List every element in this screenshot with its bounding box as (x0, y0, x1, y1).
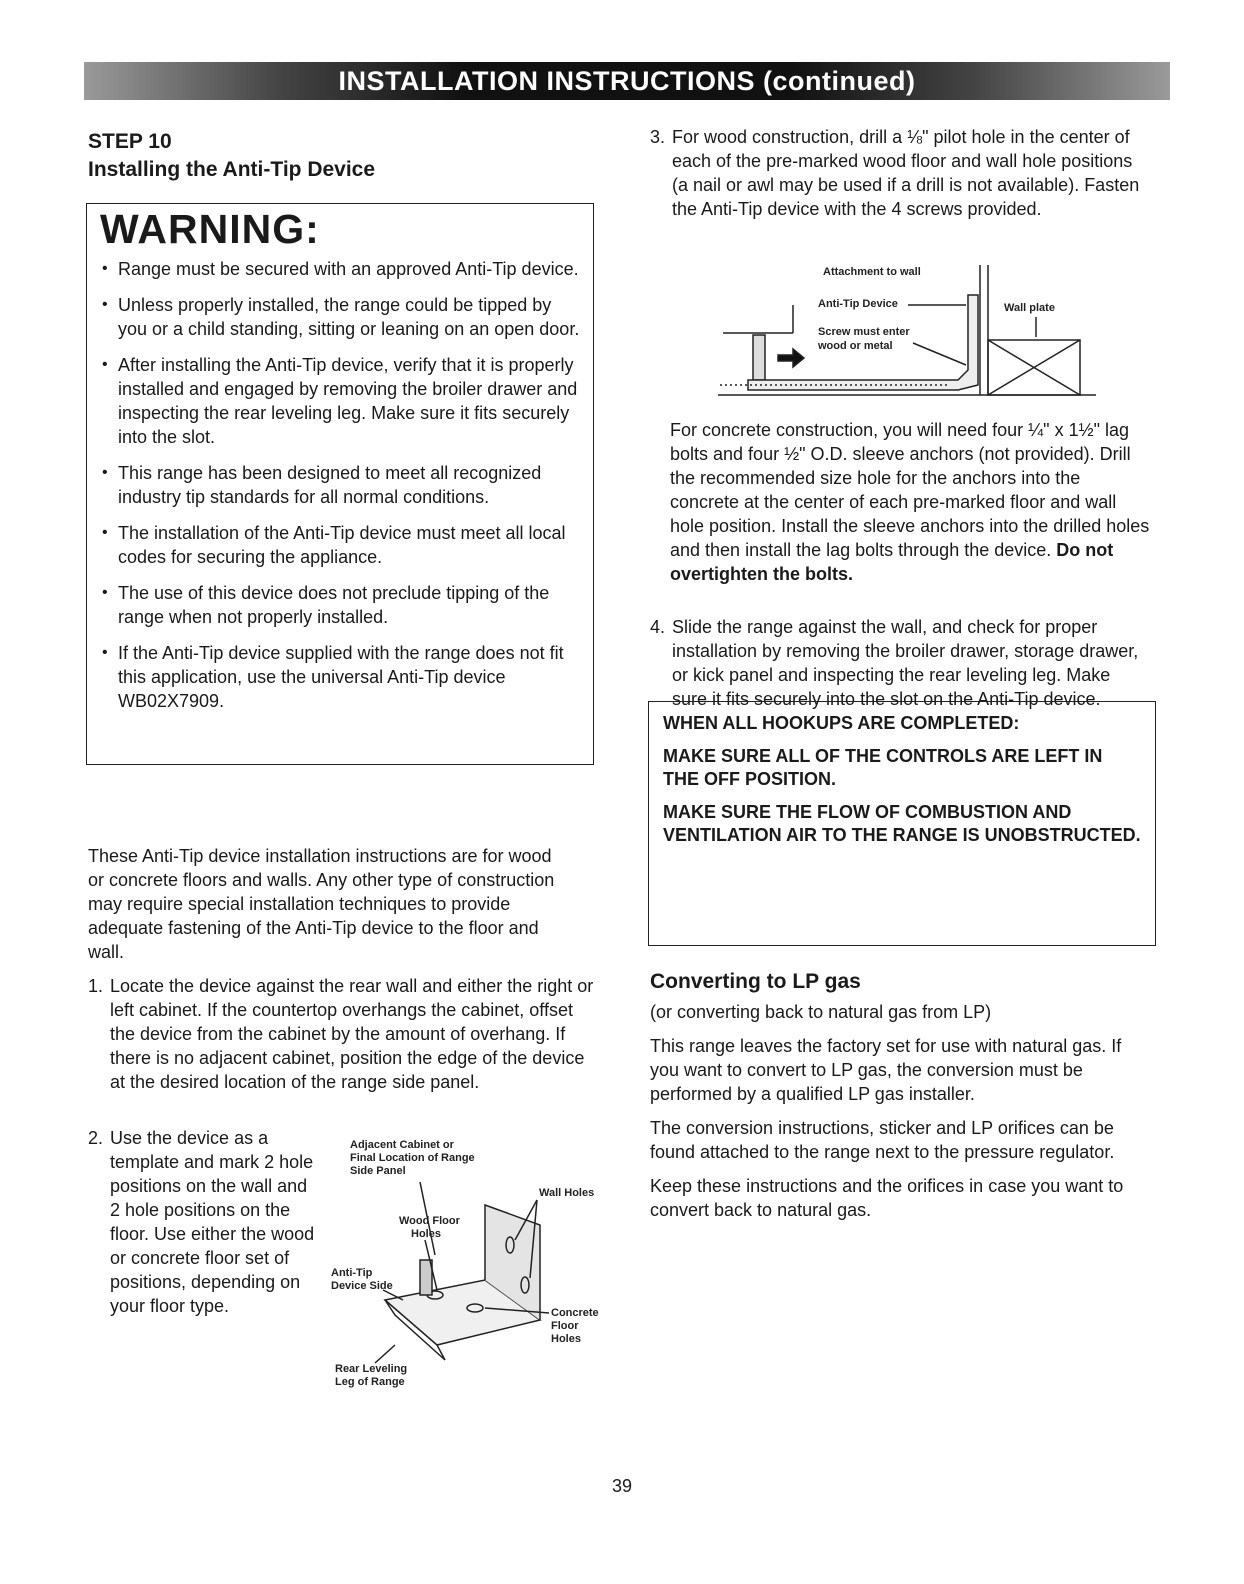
step-marker: 3. (650, 127, 666, 147)
step-list-left (88, 974, 598, 1102)
lp-paragraph-2: The conversion instructions, sticker and LP orifices can be found attached to the range next to the pressure regulator. (650, 1118, 1115, 1162)
instruction-step-1 (88, 974, 598, 1094)
intro-paragraph: These Anti-Tip device installation instructions are for wood or concrete floors and walls. Any other type of construction may require special installation techniques to provide adequate fastening of the Anti-Tip device to the floor and wall. (88, 846, 555, 962)
concrete-warning: Do not overtighten the bolts. (670, 540, 1114, 584)
lp-section-title: Converting to LP gas (650, 970, 861, 993)
concrete-text: For concrete construction, you will need four ¼" x 1½" lag bolts and four ½" O.D. sleeve anchors (not provided). Drill the recommended size hole for the anchors into the concrete at the center of each pre-marked floor and wall hole position. Install the sleeve anchors into the drilled holes and then install the lag bolts through the device. (670, 420, 1150, 560)
instruction-step-3 (650, 125, 1150, 221)
fig-label-leg-of-range: Leg of Range (335, 1376, 405, 1388)
fig-label-anti-tip: Anti-Tip (331, 1267, 373, 1279)
fig-label-holes2: Holes (551, 1333, 581, 1345)
anti-tip-bracket-figure (325, 1130, 625, 1400)
lp-paragraph-3: Keep these instructions and the orifices in case you want to convert back to natural gas. (650, 1176, 1124, 1220)
section-header: INSTALLATION INSTRUCTIONS (continued) (84, 62, 1170, 100)
hookups-notice-box (648, 701, 1156, 946)
hookups-controls-off: MAKE SURE ALL OF THE CONTROLS ARE LEFT IN THE OFF POSITION. (663, 746, 1103, 789)
wall-attachment-figure (718, 255, 1098, 400)
step-number: STEP 10 (88, 130, 172, 153)
instruction-step-4 (650, 615, 1150, 711)
warning-item: • If the Anti-Tip device supplied with the range does not fit this application, use the universal Anti-Tip device WB02X7909. (100, 641, 580, 713)
step-title: Installing the Anti-Tip Device (88, 158, 376, 181)
lp-section-body (650, 1000, 1150, 1232)
warning-item: • The installation of the Anti-Tip device must meet all local codes for securing the appliance. (100, 521, 580, 569)
page-number: 39 (611, 1476, 633, 1496)
warning-item: • The use of this device does not preclude tipping of the range when not properly installed. (100, 581, 580, 629)
fig2-wall-plate: Wall plate (1004, 302, 1055, 314)
step-text: Use the device as a template and mark 2 hole positions on the wall and 2 hole positions on the floor. Use either the wood or concrete floor set of positions, depending on your floor type. (110, 1128, 315, 1316)
fig-label-floor: Floor (551, 1320, 579, 1332)
concrete-paragraph (670, 418, 1150, 586)
warning-item: • Unless properly installed, the range could be tipped by you or a child standing, sitting or leaning on an open door. (100, 293, 580, 341)
fig-label-adjacent: Adjacent Cabinet or (350, 1139, 454, 1151)
step-text: For wood construction, drill a ⅛" pilot hole in the center of each of the pre-marked wood floor and wall hole positions (a nail or awl may be used if a drill is not available). Fasten the Anti-Tip device with the 4 screws provided. (672, 127, 1140, 219)
fig-label-final: Final Location of Range (350, 1152, 475, 1164)
lp-subtitle: (or converting back to natural gas from LP) (650, 1002, 992, 1022)
step-text: Slide the range against the wall, and check for proper installation by removing the broiler drawer, storage drawer, or kick panel and inspecting the rear leveling leg. Make sure it fits securely into the slot on the Anti-Tip device. (672, 617, 1139, 709)
fig-label-rear-leveling: Rear Leveling (335, 1363, 408, 1375)
warning-item: • After installing the Anti-Tip device, verify that it is properly installed and engaged by removing the broiler drawer and inspecting the rear leveling leg. Make sure it fits securely into the slot. (100, 353, 580, 449)
warning-list (100, 257, 580, 725)
warning-item: • Range must be secured with an approved Anti-Tip device. (100, 257, 580, 281)
step-marker: 1. (88, 976, 104, 996)
fig-label-side: Side Panel (350, 1165, 406, 1177)
fig-label-concrete: Concrete (551, 1307, 599, 1319)
hookups-airflow: MAKE SURE THE FLOW OF COMBUSTION AND VENTILATION AIR TO THE RANGE IS UNOBSTRUCTED. (663, 802, 1141, 845)
instruction-step-2 (88, 1126, 318, 1318)
hookups-heading: WHEN ALL HOOKUPS ARE COMPLETED: (663, 713, 1020, 733)
step-marker: 2. (88, 1128, 104, 1148)
warning-title: WARNING: (100, 206, 320, 252)
lp-paragraph-1: This range leaves the factory set for use with natural gas. If you want to convert to LP gas, the conversion must be performed by a qualified LP gas installer. (650, 1036, 1122, 1104)
fig-label-wood-floor: Wood Floor (399, 1215, 460, 1227)
fig2-screw-must: Screw must enter (818, 326, 910, 338)
step-list-right (650, 125, 1150, 229)
fig-label-device-side: Device Side (331, 1280, 393, 1292)
step-list-left-2 (88, 1126, 318, 1326)
fig2-wood-or-metal: wood or metal (818, 340, 893, 352)
step-text: Locate the device against the rear wall and either the right or left cabinet. If the countertop overhangs the cabinet, offset the device from the cabinet by the amount of overhang. If there is no adjacent cabinet, position the edge of the device at the desired location of the range side panel. (110, 976, 594, 1092)
fig2-anti-tip-device: Anti-Tip Device (818, 298, 898, 310)
step-marker: 4. (650, 617, 666, 637)
fig2-attachment: Attachment to wall (823, 266, 921, 278)
fig-label-holes: Holes (411, 1228, 441, 1240)
warning-item: • This range has been designed to meet all recognized industry tip standards for all normal conditions. (100, 461, 580, 509)
fig-label-wall-holes: Wall Holes (539, 1187, 595, 1199)
